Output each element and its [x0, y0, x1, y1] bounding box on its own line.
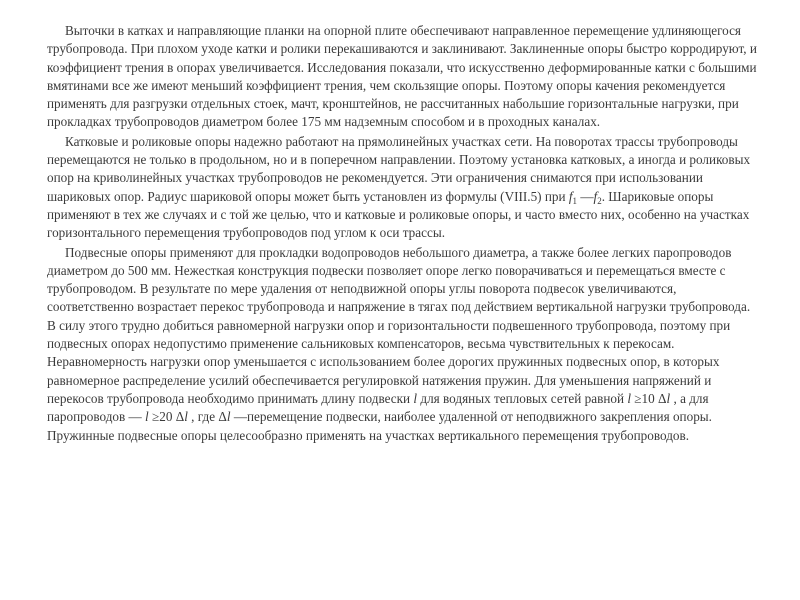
formula-symbol-l: l: [627, 390, 631, 406]
paragraph-hanging-supports: [47, 244, 759, 445]
formula-symbol-l: l: [145, 409, 149, 425]
formula-symbol-l: l: [666, 390, 671, 406]
paragraph-text: —перемещение подвески, наиболее удаленной от неподвижного закрепления опоры. Пружинные подвесные опоры целесообразно применять на участках вертикального перемещения трубопроводов.: [47, 409, 712, 443]
formula-symbol-f2: f: [593, 188, 598, 204]
formula-subscript-2: 2: [597, 195, 602, 206]
formula-water-ratio: ≥10 Δ: [631, 390, 667, 406]
paragraph-ball-supports: [47, 133, 759, 243]
document-body: [47, 22, 759, 446]
formula-dash: —: [577, 188, 594, 204]
paragraph-text: Выточки в катках и направляющие планки на опорной плите обеспечивают направленное перемещение удлиняющегося трубопровода. При плохом уходе катки и ролики перекашиваются и заклинивают. Заклиненные опоры быстро корродируют, и коэффициент трения в опорах увеличивается. Исследования показали, что искусственно деформированные катки с большими вмятинами все же имеют меньший коэффициент трения, чем скользящие опоры. Поэтому опоры качения рекомендуется применять для разгрузки отдельных стоек, мачт, кронштейнов, не рассчитанных набольшие горизонтальные нагрузки, при прокладках трубопроводов диаметром более 175 мм надземным способом и в проходных каналах.: [47, 23, 757, 130]
paragraph-text: для водяных тепловых сетей равной: [417, 390, 628, 406]
formula-symbol-l: l: [226, 409, 231, 425]
formula-subscript-1: 1: [572, 195, 578, 206]
formula-steam-ratio: ≥20 Δ: [148, 409, 185, 425]
formula-symbol-l: l: [413, 390, 418, 406]
paragraph-text: , где Δ: [187, 409, 227, 425]
paragraph-text: . Шариковые опоры применяют в тех же случаях и с той же целью, что и катковые и роликовые опоры, и часто вместо них, особенно на участках горизонтального перемещения трубопроводов под углом к оси трассы.: [47, 188, 750, 241]
paragraph-roller-grooves: [47, 22, 759, 132]
formula-symbol-f1: f: [568, 188, 573, 204]
formula-symbol-l: l: [184, 409, 188, 425]
paragraph-text: , а для паропроводов —: [47, 390, 709, 425]
paragraph-text: Катковые и роликовые опоры надежно работают на прямолинейных участках сети. На поворотах трассы трубопроводы перемещаются не только в продольном, но и в поперечном направлении. Поэтому установка катковых, а иногда и роликовых опор на криволинейных участках трубопроводов не рекомендуется. Эти ограничения снимаются при использовании шариковых опор. Радиус шариковой опоры может быть установлен из формулы (VIII.5) при: [47, 133, 751, 204]
paragraph-text: Подвесные опоры применяют для прокладки водопроводов небольшого диаметра, а также более легких паропроводов диаметром до 500 мм. Нежесткая конструкция подвески позволяет опоре легко поворачиваться и перемещаться вместе с трубопроводом. В результате по мере удаления от неподвижной опоры углы поворота подвесок увеличиваются, соответственно возрастает перекос трубопровода и напряжение в тягах под действием вертикальной нагрузки трубопровода. В силу этого трудно добиться равномерной нагрузки опор и горизонтальности подвешенного трубопровода, поэтому при подвесных опорах недопустимо применение сальниковых компенсаторов, весьма чувствительных к перекосам. Неравномерность нагрузки опор уменьшается с использованием более дорогих пружинных подвесных опор, в которых равномерное распределение усилий обеспечивается регулировкой натяжения пружин. Для уменьшения напряжений и перекосов трубопровода необходимо принимать длину подвески: [47, 244, 751, 406]
